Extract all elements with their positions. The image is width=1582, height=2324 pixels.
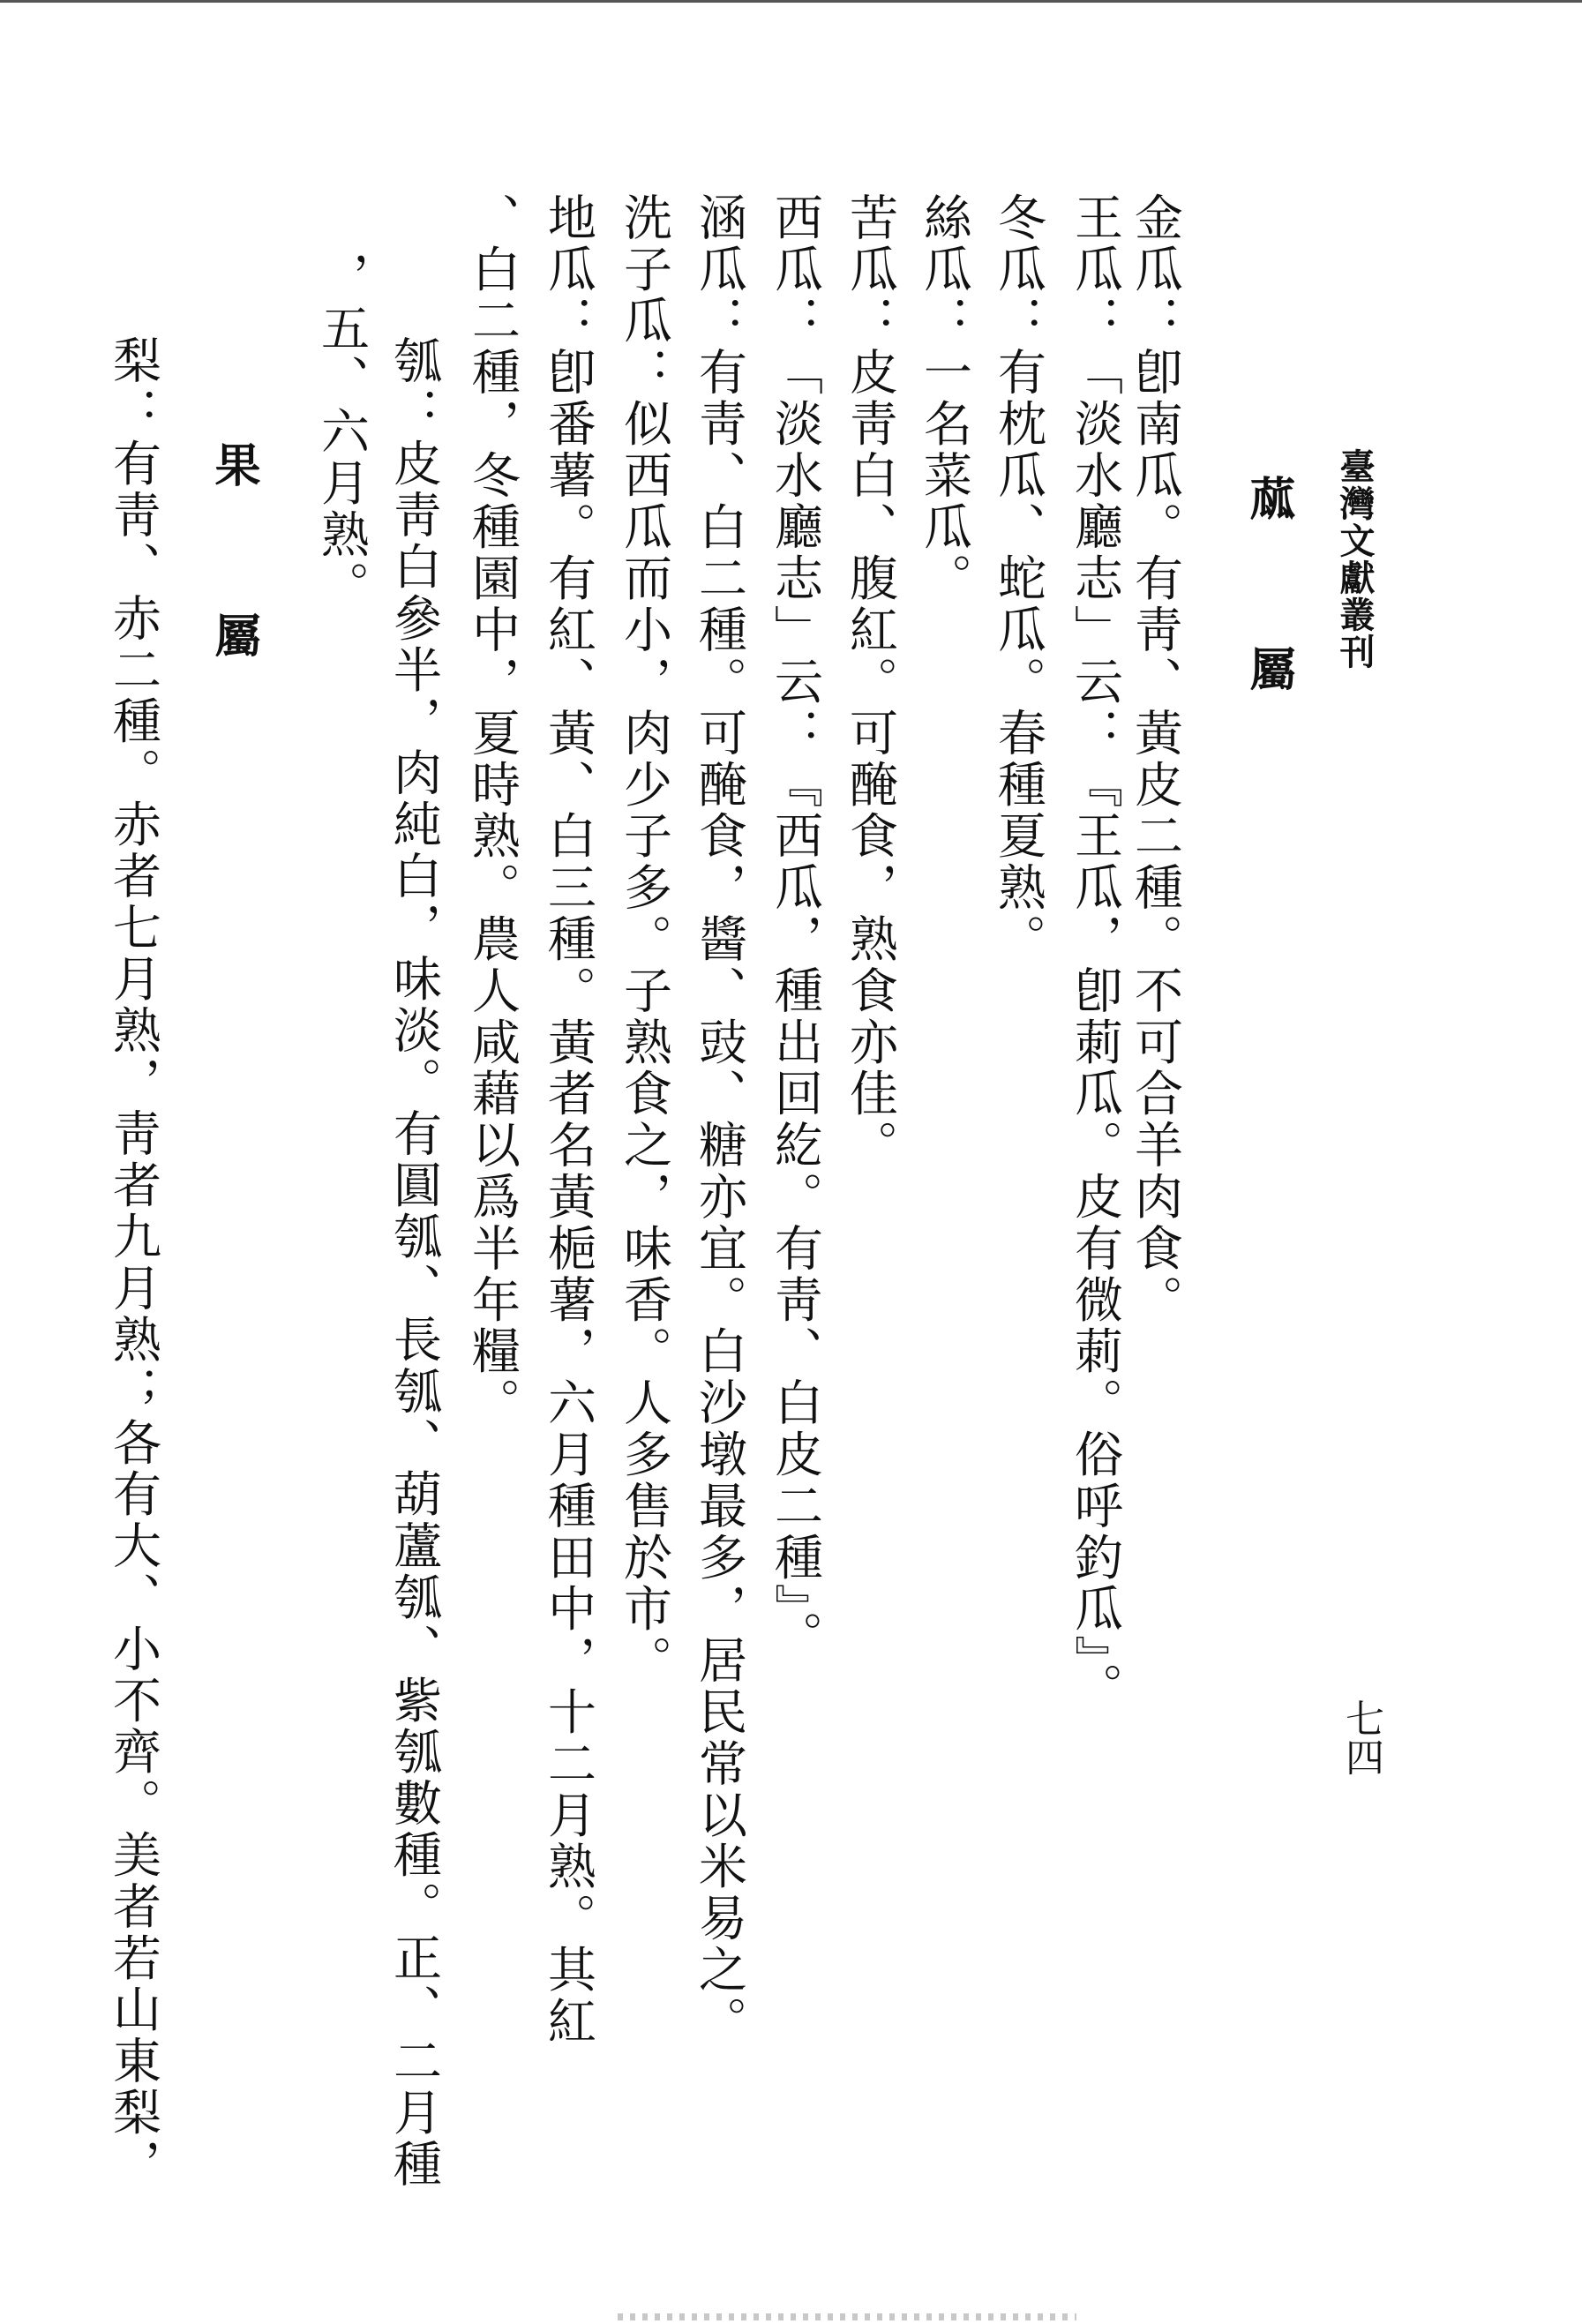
text-column-hu-cont: ，五、六月熟。: [313, 251, 370, 612]
text-column-hu: 瓠：皮靑白參半，肉純白，味淡。有圓瓠、長瓠、葫蘆瓠、紫瓠數種。正、二月種: [386, 335, 442, 2191]
section-heading-vegetables: 蓏 屬: [1241, 475, 1295, 726]
text-column-wanggua: 王瓜：「淡水廳志」云：『王瓜，卽莿瓜。皮有微莿。俗呼釣瓜』。: [1067, 192, 1123, 1714]
text-column-hangua: 涵瓜：有靑、白二種。可醃食，醬、豉、糖亦宜。白沙墩最多，居民常以米易之。: [691, 192, 747, 2048]
text-column-digua-cont: 、白二種，冬種園中，夏時熟。農人咸藉以爲半年糧。: [464, 192, 521, 1429]
section-heading-fruit: 果 屬: [206, 441, 260, 693]
text-column-xigua: 西瓜：「淡水廳志」云：『西瓜，種出回紇。有靑、白皮二種』。: [767, 192, 823, 1663]
top-border-line: [0, 0, 1582, 3]
text-column-jingua: 金瓜：卽南瓜。有靑、黃皮二種。不可合羊肉食。: [1127, 192, 1183, 1326]
scan-artifact: [618, 2313, 1076, 2320]
text-column-digua: 地瓜：卽番薯。有紅、黃、白三種。黃者名黃梔薯，六月種田中，十二月熟。其紅: [540, 192, 596, 2048]
text-column-kugua: 苦瓜：皮靑白、腹紅。可醃食，熟食亦佳。: [842, 192, 898, 1172]
text-column-sigua: 絲瓜：一名菜瓜。: [916, 192, 972, 605]
text-column-xiziguas: 洗子瓜：似西瓜而小，肉少子多。子熟食之，味香。人多售於市。: [616, 192, 672, 1687]
text-column-donggua: 冬瓜：有枕瓜、蛇瓜。春種夏熟。: [990, 192, 1046, 965]
book-series-title: 臺灣文獻叢刊: [1334, 448, 1376, 671]
text-column-li: 梨：有靑、赤二種。赤者七月熟，靑者九月熟；各有大、小不齊。美者若山東梨，: [105, 335, 161, 2191]
page-number: 七四: [1338, 1698, 1383, 1776]
